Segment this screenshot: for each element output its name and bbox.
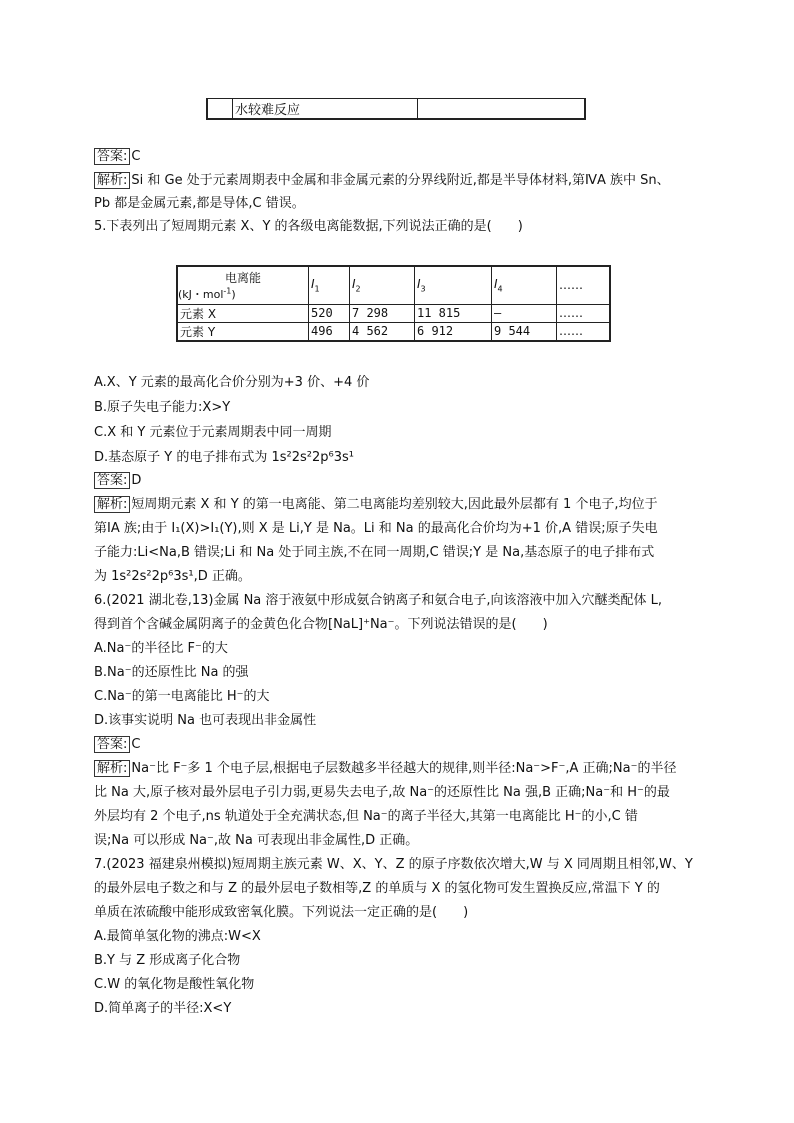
table-cell: 11 815 [415,304,492,322]
q5-option-b: B.原子失电子能力:X>Y [94,400,231,415]
q6-answer [94,735,140,755]
top-table-fragment [206,98,586,120]
q7-stem-2: 的最外层电子数之和与 Z 的最外层电子数相等,Z 的单质与 X 的氢化物可发生置换反应,常温下 Y 的 [94,881,660,896]
q7-stem-3: 单质在浓硫酸中能形成致密氧化膜。下列说法一定正确的是( ) [94,905,469,920]
unit-text: (kJ・mol [178,287,224,301]
header-top: 电离能 [224,270,261,285]
unit-end: ) [231,287,236,301]
q5-explain-1 [94,495,658,515]
col-sub: 2 [355,284,361,294]
table-cell: …… [557,304,611,322]
q7-option-c: C.W 的氧化物是酸性氧化物 [94,977,255,992]
q5-option-a: A.X、Y 元素的最高化合价分别为+3 价、+4 价 [94,375,370,390]
q6-option-b: B.Na⁻的还原性比 Na 的强 [94,665,249,680]
table-cell: — [492,304,557,322]
table-cell: 4 562 [350,322,415,341]
explain-text: Si 和 Ge 处于元素周期表中金属和非金属元素的分界线附近,都是半导体材料,第ⅣA 族中 Sn、 [131,173,670,188]
header-unit [178,286,308,302]
answer-value: C [131,149,141,164]
q7-option-d: D.简单离子的半径:X<Y [94,1001,232,1016]
q4-explain-2: Pb 都是金属元素,都是导体,C 错误。 [94,196,305,211]
col-i2 [350,266,415,304]
table-row [177,322,610,341]
explain-tag: 解析: [94,496,130,513]
col-i4 [492,266,557,304]
table-row [177,304,610,322]
col-more: …… [557,266,611,304]
answer-tag: 答案: [94,736,130,753]
col-sub: 1 [314,284,320,294]
q6-explain-3: 外层均有 2 个电子,ns 轨道处于全充满状态,但 Na⁻的离子半径大,其第一电离能比 H⁻的小,C 错 [94,809,638,824]
top-table-cell [418,99,586,120]
q5-stem: 5.下表列出了短周期元素 X、Y 的各级电离能数据,下列说法正确的是( ) [94,219,523,234]
q5-option-c: C.X 和 Y 元素位于元素周期表中同一周期 [94,425,332,440]
col-label: I [311,277,315,292]
table-header-cell [177,266,309,304]
explain-tag: 解析: [94,172,130,189]
col-i3 [415,266,492,304]
col-label: I [352,277,356,292]
col-label: I [417,277,421,292]
col-i1 [309,266,350,304]
q6-option-c: C.Na⁻的第一电离能比 H⁻的大 [94,689,270,704]
q6-explain-4: 误;Na 可以形成 Na⁻,故 Na 可表现出非金属性,D 正确。 [94,833,419,848]
table-cell: 6 912 [415,322,492,341]
q4-answer [94,147,140,167]
table-cell: 520 [309,304,350,322]
col-sub: 4 [497,284,503,294]
q5-ionization-table [176,265,611,342]
unit-sup: -1 [223,286,232,296]
q4-explain-1 [94,171,670,191]
q6-stem-1: 6.(2021 湖北卷,13)金属 Na 溶于液氨中形成氨合钠离子和氨合电子,向该溶液中加入穴醚类配体 L, [94,593,663,608]
q6-option-d: D.该事实说明 Na 也可表现出非金属性 [94,713,317,728]
answer-tag: 答案: [94,148,130,165]
q5-answer [94,471,141,491]
q5-explain-4: 为 1s²2s²2p⁶3s¹,D 正确。 [94,569,251,584]
answer-value: C [131,737,141,752]
q6-explain-2: 比 Na 大,原子核对最外层电子引力弱,更易失去电子,故 Na⁻的还原性比 Na 强,B 正确;Na⁻和 H⁻的最 [94,785,670,800]
top-table-cell: 水较难反应 [233,99,418,120]
q7-stem-1: 7.(2023 福建泉州模拟)短周期主族元素 W、X、Y、Z 的原子序数依次增大,W 与 X 同周期且相邻,W、Y [94,857,693,872]
q6-stem-2: 得到首个含碱金属阴离子的金黄色化合物[NaL]⁺Na⁻。下列说法错误的是( ) [94,617,548,632]
explain-text: Na⁻比 F⁻多 1 个电子层,根据电子层数越多半径越大的规律,则半径:Na⁻>F⁻,A 正确;Na⁻的半径 [131,761,677,776]
q5-explain-2: 第ⅠA 族;由于 I₁(X)>I₁(Y),则 X 是 Li,Y 是 Na。Li 和 Na 的最高化合价均为+1 价,A 错误;原子失电 [94,521,658,536]
col-sub: 3 [420,284,426,294]
answer-tag: 答案: [94,472,130,489]
explain-tag: 解析: [94,760,130,777]
answer-value: D [131,473,142,488]
table-cell: 9 544 [492,322,557,341]
table-cell: 7 298 [350,304,415,322]
q6-explain-1 [94,759,676,779]
table-cell: 496 [309,322,350,341]
q7-option-a: A.最简单氢化物的沸点:W<X [94,929,261,944]
q7-option-b: B.Y 与 Z 形成离子化合物 [94,953,241,968]
q5-option-d: D.基态原子 Y 的电子排布式为 1s²2s²2p⁶3s¹ [94,450,354,465]
explain-text: 短周期元素 X 和 Y 的第一电离能、第二电离能均差别较大,因此最外层都有 1 个电子,均位于 [131,497,658,512]
col-label: I [494,277,498,292]
table-cell: …… [557,322,611,341]
table-cell: 元素 Y [177,322,309,341]
q5-explain-3: 子能力:Li<Na,B 错误;Li 和 Na 处于同主族,不在同一周期,C 错误;Y 是 Na,基态原子的电子排布式 [94,545,655,560]
table-cell: 元素 X [177,304,309,322]
top-table-cell [207,99,233,120]
q6-option-a: A.Na⁻的半径比 F⁻的大 [94,641,228,656]
